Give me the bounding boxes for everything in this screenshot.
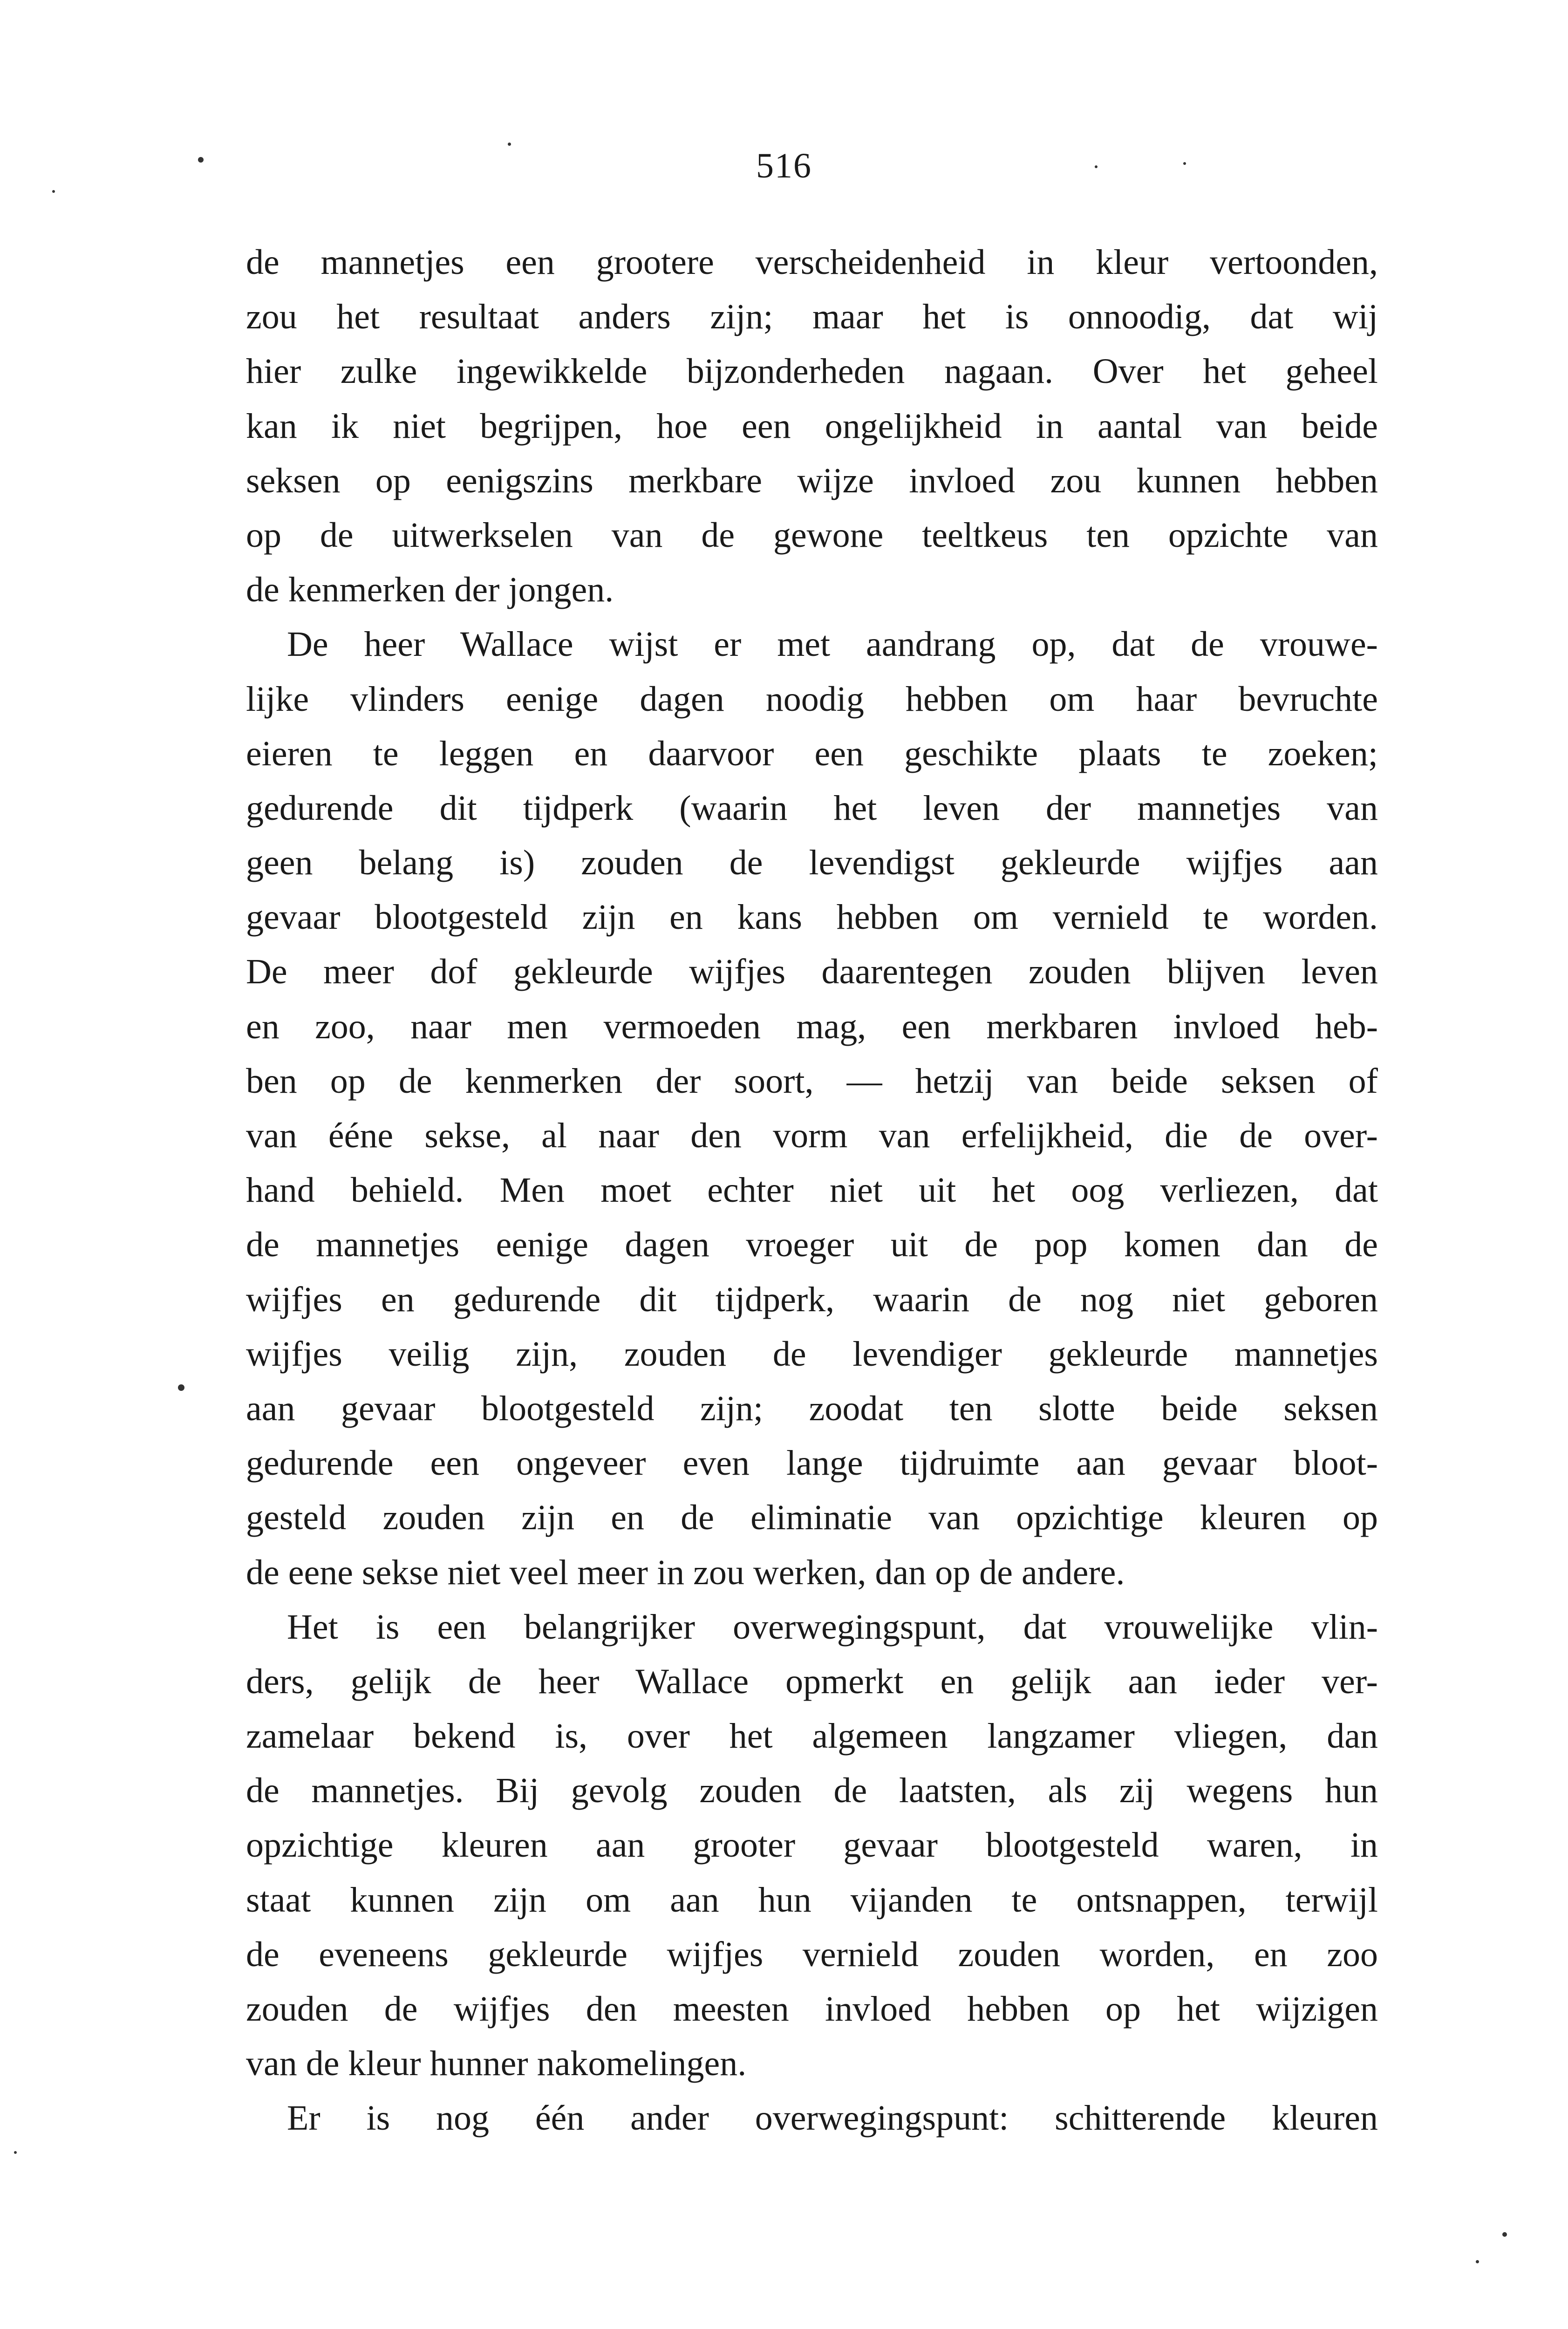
text-line: gedurende een ongeveer even lange tijdruimte aan gevaar bloot-	[246, 1444, 1378, 1483]
text-line: hier zulke ingewikkelde bijzonderheden nagaan. Over het geheel	[246, 352, 1378, 391]
text-line: seksen op eenigszins merkbare wijze invloed zou kunnen hebben	[246, 461, 1378, 500]
text-line: staat kunnen zijn om aan hun vijanden te ontsnappen, terwijl	[246, 1880, 1378, 1920]
scan-speck	[178, 1384, 184, 1391]
body-text	[246, 235, 1378, 2146]
text-line: ders, gelijk de heer Wallace opmerkt en gelijk aan ieder ver-	[246, 1662, 1378, 1701]
text-line: wijfjes veilig zijn, zouden de levendiger gekleurde mannetjes	[246, 1334, 1378, 1374]
text-line: zou het resultaat anders zijn; maar het is onnoodig, dat wij	[246, 297, 1378, 337]
text-line: hand behield. Men moet echter niet uit het oog verliezen, dat	[246, 1171, 1378, 1210]
scan-speck	[52, 190, 55, 193]
text-line: zamelaar bekend is, over het algemeen langzamer vliegen, dan	[246, 1716, 1378, 1756]
text-line: lijke vlinders eenige dagen noodig hebben om haar bevruchte	[246, 679, 1378, 719]
text-line: De meer dof gekleurde wijfjes daarentegen zouden blijven leven	[246, 952, 1378, 992]
scan-speck	[1476, 2260, 1479, 2263]
page-number: 516	[756, 146, 812, 185]
text-line: de eene sekse niet veel meer in zou werken, dan op de andere.	[246, 1553, 1125, 1592]
text-line: de mannetjes eenige dagen vroeger uit de pop komen dan de	[246, 1225, 1378, 1265]
scan-speck	[1095, 165, 1098, 168]
text-line: kan ik niet begrijpen, hoe een ongelijkheid in aantal van beide	[246, 406, 1378, 446]
text-line: de kenmerken der jongen.	[246, 570, 614, 610]
text-line: opzichtige kleuren aan grooter gevaar blootgesteld waren, in	[246, 1825, 1378, 1865]
text-line: wijfjes en gedurende dit tijdperk, waarin de nog niet geboren	[246, 1280, 1378, 1319]
text-line: Er is nog één ander overwegingspunt: schitterende kleuren	[287, 2098, 1378, 2138]
scan-speck	[198, 157, 204, 163]
text-line: van de kleur hunner nakomelingen.	[246, 2044, 747, 2084]
text-line: de mannetjes. Bij gevolg zouden de laatsten, als zij wegens hun	[246, 1771, 1378, 1811]
text-line: gevaar blootgesteld zijn en kans hebben om vernield te worden.	[246, 898, 1378, 937]
text-line: eieren te leggen en daarvoor een geschikte plaats te zoeken;	[246, 734, 1378, 773]
text-line: ben op de kenmerken der soort, — hetzij van beide seksen of	[246, 1061, 1378, 1101]
scan-speck	[1502, 2232, 1507, 2237]
text-line: zouden de wijfjes den meesten invloed hebben op het wijzigen	[246, 1989, 1378, 2029]
text-line: aan gevaar blootgesteld zijn; zoodat ten slotte beide seksen	[246, 1389, 1378, 1428]
text-line: de mannetjes een grootere verscheidenheid in kleur vertoonden,	[246, 243, 1378, 282]
text-line: en zoo, naar men vermoeden mag, een merkbaren invloed heb-	[246, 1007, 1378, 1046]
scan-speck	[508, 143, 511, 146]
text-line: de eveneens gekleurde wijfjes vernield zouden worden, en zoo	[246, 1934, 1378, 1974]
text-line: Het is een belangrijker overwegingspunt, dat vrouwelijke vlin-	[287, 1607, 1378, 1647]
text-line: De heer Wallace wijst er met aandrang op, dat de vrouwe-	[287, 625, 1378, 664]
text-line: op de uitwerkselen van de gewone teeltkeus ten opzichte van	[246, 515, 1378, 555]
text-line: gedurende dit tijdperk (waarin het leven der mannetjes van	[246, 788, 1378, 828]
text-line: van ééne sekse, al naar den vorm van erfelijkheid, die de over-	[246, 1116, 1378, 1155]
scan-speck	[1183, 162, 1186, 165]
text-line: geen belang is) zouden de levendigst gekleurde wijfjes aan	[246, 843, 1378, 883]
text-line: gesteld zouden zijn en de eliminatie van opzichtige kleuren op	[246, 1498, 1378, 1538]
scan-speck	[14, 2151, 17, 2154]
